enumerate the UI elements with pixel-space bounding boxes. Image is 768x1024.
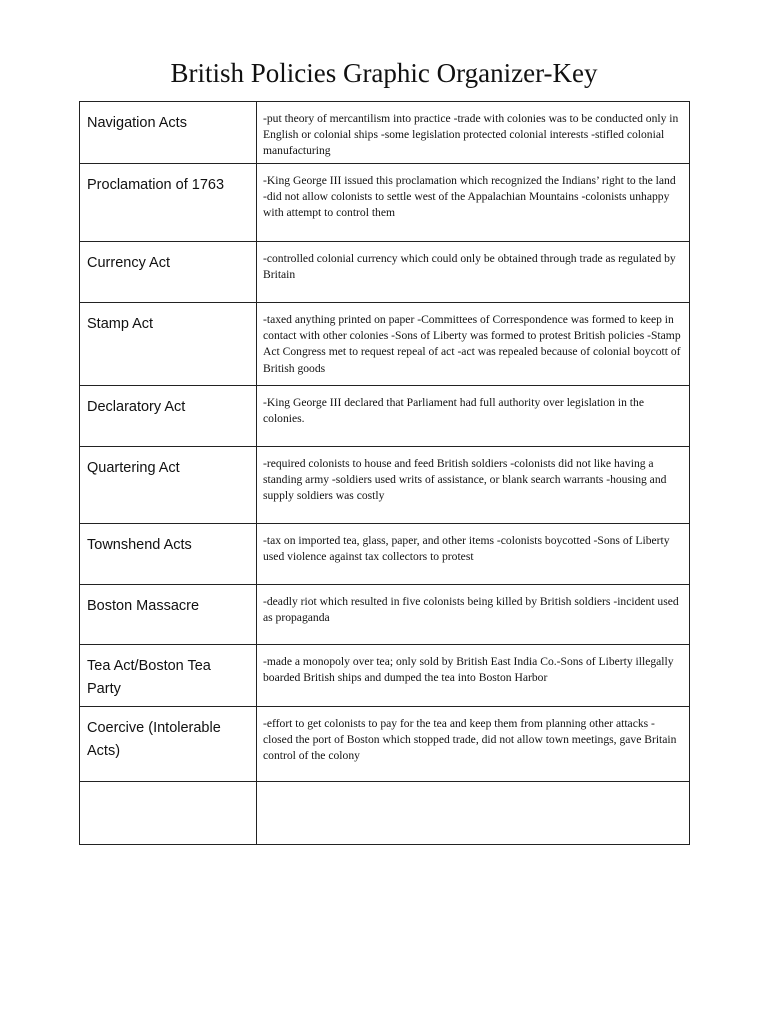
policy-cell xyxy=(80,782,257,845)
table-row xyxy=(80,303,690,386)
policy-name: Proclamation of 1763 xyxy=(87,177,225,193)
description-cell xyxy=(257,386,690,447)
policy-cell xyxy=(80,164,257,242)
table-row xyxy=(80,164,690,242)
table-row xyxy=(80,242,690,303)
table-row xyxy=(80,707,690,782)
policy-name: Boston Massacre xyxy=(87,598,200,614)
description-cell xyxy=(257,645,690,707)
policy-description: -deadly riot which resulted in five colonists being killed by British soldiers -incident used as propaganda xyxy=(263,595,679,625)
policy-cell xyxy=(80,585,257,645)
policy-name: Quartering Act xyxy=(87,460,180,476)
policy-description: -tax on imported tea, glass, paper, and other items -colonists boycotted -Sons of Liberty used violence against tax collectors to protest xyxy=(263,534,670,564)
table-row xyxy=(80,585,690,645)
description-cell xyxy=(257,242,690,303)
policy-description: -controlled colonial currency which could only be obtained through trade as regulated by Britain xyxy=(263,252,676,282)
description-cell xyxy=(257,447,690,524)
table-row xyxy=(80,645,690,707)
policies-table xyxy=(79,101,690,845)
policy-cell xyxy=(80,386,257,447)
policy-description xyxy=(257,782,689,791)
policy-description: -taxed anything printed on paper -Committees of Correspondence was formed to keep in contact with other colonies -Sons of Liberty was formed to protest British policies -Stamp Act Congress met to request repeal of act -act was repealed because of colonial boycott of British goods xyxy=(263,313,681,375)
table-row-empty xyxy=(80,782,690,845)
policy-description: -put theory of mercantilism into practice -trade with colonies was to be conducted only in English or colonial ships -some legislation protected colonial interests -stifled colonial manufacturing xyxy=(263,112,679,158)
policy-cell xyxy=(80,524,257,585)
policy-name: Currency Act xyxy=(87,255,170,271)
policy-cell xyxy=(80,303,257,386)
policy-description: -King George III declared that Parliament had full authority over legislation in the colonies. xyxy=(263,396,644,426)
table-row xyxy=(80,447,690,524)
policy-description: -effort to get colonists to pay for the tea and keep them from planning other attacks -closed the port of Boston which stopped trade, did not allow town meetings, gave Britain control of the colony xyxy=(263,717,677,763)
table-row xyxy=(80,386,690,447)
policy-name: Stamp Act xyxy=(87,316,154,332)
page-title: British Policies Graphic Organizer-Key xyxy=(170,58,598,88)
policy-description: -King George III issued this proclamation which recognized the Indians’ right to the land -did not allow colonists to settle west of the Appalachian Mountains -colonists unhappy with attempt to control them xyxy=(263,174,676,220)
description-cell xyxy=(257,707,690,782)
table-row xyxy=(80,102,690,164)
policy-cell xyxy=(80,102,257,164)
policy-cell xyxy=(80,645,257,707)
policy-description: -made a monopoly over tea; only sold by British East India Co.-Sons of Liberty illegally boarded British ships and dumped the tea into Boston Harbor xyxy=(263,655,674,685)
description-cell xyxy=(257,102,690,164)
policy-description: -required colonists to house and feed British soldiers -colonists did not like having a standing army -soldiers used writs of assistance, or blank search warrants -housing and supply soldiers was costly xyxy=(263,457,667,503)
description-cell xyxy=(257,524,690,585)
description-cell xyxy=(257,782,690,845)
policy-name: Tea Act/Boston Tea Party xyxy=(87,658,211,697)
description-cell xyxy=(257,585,690,645)
policy-cell xyxy=(80,707,257,782)
policy-name: Coercive (Intolerable Acts) xyxy=(87,720,221,759)
policy-name xyxy=(80,782,256,792)
table-row xyxy=(80,524,690,585)
policy-name: Townshend Acts xyxy=(87,537,192,553)
description-cell xyxy=(257,164,690,242)
description-cell xyxy=(257,303,690,386)
policy-name: Declaratory Act xyxy=(87,399,186,415)
policy-cell xyxy=(80,447,257,524)
policy-name: Navigation Acts xyxy=(87,115,187,131)
policy-cell xyxy=(80,242,257,303)
